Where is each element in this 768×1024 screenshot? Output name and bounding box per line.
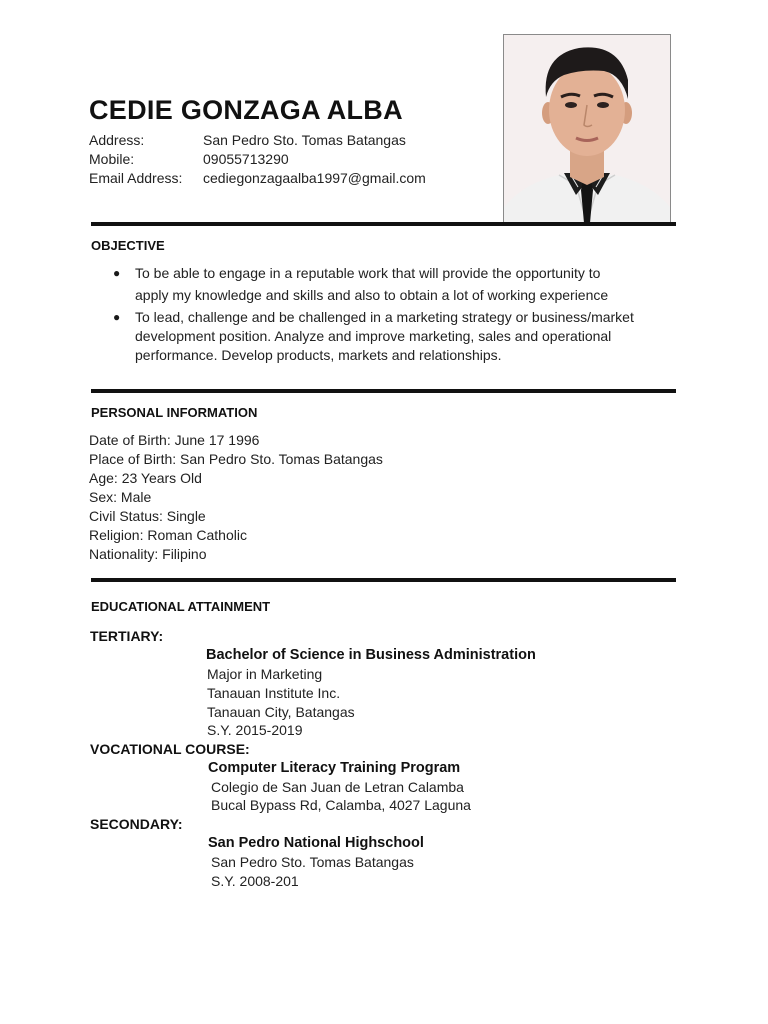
address-label: Address: [89,132,145,148]
vocational-school: Colegio de San Juan de Letran Calamba [211,779,464,795]
tertiary-location: Tanauan City, Batangas [207,704,355,720]
date-of-birth: Date of Birth: June 17 1996 [89,432,260,448]
place-of-birth: Place of Birth: San Pedro Sto. Tomas Batangas [89,451,383,467]
resume-name: CEDIE GONZAGA ALBA [89,95,403,125]
tertiary-major: Major in Marketing [207,666,323,682]
objective-item [135,308,680,365]
email-value: cediegonzagaalba1997@gmail.com [203,170,426,186]
objective-line: development position. Analyze and improve marketing, sales and operational [135,328,612,344]
objective-item [135,264,680,305]
objective-line: To be able to engage in a reputable work that will provide the opportunity to [135,265,601,281]
secondary-school-year: S.Y. 2008-201 [211,873,299,889]
vocational-label: VOCATIONAL COURSE: [90,741,250,757]
sex: Sex: Male [89,489,152,505]
tertiary-degree: Bachelor of Science in Business Administration [206,647,536,663]
objective-line: performance. Develop products, markets and relationships. [135,347,502,363]
section-divider [91,578,676,582]
objective-heading: OBJECTIVE [91,238,165,253]
education-heading: EDUCATIONAL ATTAINMENT [91,599,271,614]
objective-line: apply my knowledge and skills and also to obtain a lot of working experience [135,287,609,303]
secondary-label: SECONDARY: [90,816,183,832]
nationality: Nationality: Filipino [89,546,207,562]
section-divider [91,222,676,226]
objective-line: To lead, challenge and be challenged in a marketing strategy or business/market [135,309,634,325]
age: Age: 23 Years Old [89,470,202,486]
vocational-program: Computer Literacy Training Program [208,760,461,776]
address-value: San Pedro Sto. Tomas Batangas [203,132,406,148]
tertiary-label: TERTIARY: [90,628,164,644]
mobile-label: Mobile: [89,151,135,167]
religion: Religion: Roman Catholic [89,527,247,543]
secondary-location: San Pedro Sto. Tomas Batangas [211,854,414,870]
personal-info-list [89,431,383,564]
mobile-value: 09055713290 [203,151,289,167]
civil-status: Civil Status: Single [89,508,206,524]
bullet-marker: ● [113,310,121,324]
email-label: Email Address: [89,170,183,186]
personal-info-heading: PERSONAL INFORMATION [91,405,258,420]
secondary-school: San Pedro National Highschool [208,835,424,851]
tertiary-school-year: S.Y. 2015-2019 [207,722,303,738]
vocational-location: Bucal Bypass Rd, Calamba, 4027 Laguna [211,797,471,813]
section-divider [91,389,676,393]
bullet-marker: ● [113,266,121,280]
tertiary-school: Tanauan Institute Inc. [207,685,341,701]
profile-photo [503,34,671,224]
